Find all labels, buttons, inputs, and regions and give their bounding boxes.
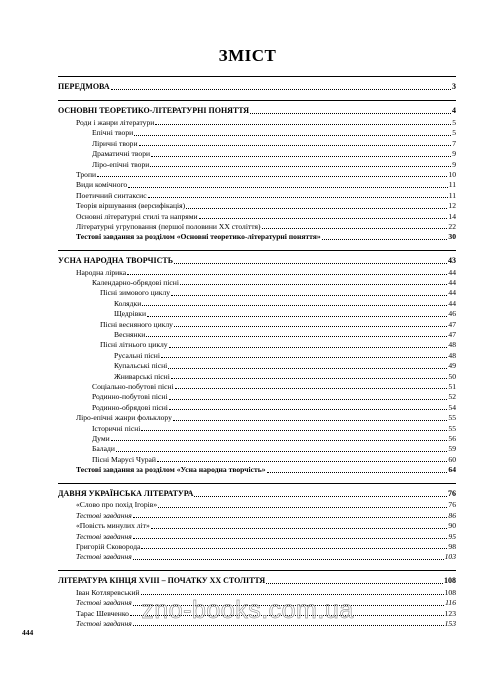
toc-entry-title: Русальні пісні [114,350,160,360]
toc-page-number: 7 [452,138,456,148]
toc-entry [58,351,456,361]
toc-entry [58,201,456,211]
toc-page-number: 44 [448,288,456,298]
toc-section-heading [58,255,456,267]
toc-entry [58,128,456,138]
toc-page-number: 46 [448,309,456,319]
toc-entry [58,413,456,423]
toc-entry [58,444,456,454]
toc-page-number: 76 [448,500,456,510]
toc-entry [58,361,456,371]
toc-entry [58,149,456,159]
toc-page-number: 123 [444,608,456,618]
toc-page-number: 3 [452,82,456,91]
dot-leader [180,284,447,285]
toc-entry [58,212,456,222]
dot-leader [267,472,448,473]
dot-leader [127,274,447,275]
dot-leader [134,135,451,136]
dot-leader [168,368,447,369]
dot-leader [155,124,451,125]
toc-entry [58,139,456,149]
toc-page-number: 108 [444,587,456,597]
toc-page-number: 60 [448,454,456,464]
toc-entry [58,191,456,201]
toc-page-number: 49 [448,361,456,371]
toc-entry-title: Тестові завдання [76,619,132,628]
toc-entry-title: Роди і жанри літератури [76,117,155,127]
dot-leader [169,399,448,400]
toc-page-number: 76 [448,488,456,498]
toc-section-heading [58,81,456,93]
dot-leader [250,113,451,114]
toc-entry-title: Пісні весняного циклу [100,319,173,329]
toc-page-number: 103 [444,552,456,562]
toc-page-number: 54 [448,402,456,412]
toc-entry-title: Види комічного [76,180,128,190]
toc-entry [58,521,456,531]
toc-entry-title: Народна лірика [76,267,127,277]
toc-page-number: 44 [448,278,456,288]
dot-leader [151,156,451,157]
toc-entry [58,299,456,309]
toc-section [58,483,456,563]
toc-page-number: 90 [448,521,456,531]
toc-entry [58,532,456,542]
toc-page-number: 43 [448,255,456,265]
toc-page-number: 11 [448,190,456,200]
toc-entry [58,392,456,402]
dot-leader [133,538,448,539]
toc-page-number: 11 [448,180,456,190]
table-of-contents [58,76,456,636]
toc-entry-title: Пісні Марусі Чурай [92,454,156,464]
toc-entry-title: Тарас Шевченко [76,608,129,618]
toc-page-number: 50 [448,371,456,381]
dot-leader [128,187,447,188]
toc-page-number: 9 [452,159,456,169]
toc-page-number: 59 [448,444,456,454]
toc-page-number: 47 [448,319,456,329]
dot-leader [111,89,451,90]
toc-entry-title: Епічні твори [92,128,134,138]
toc-entry-title: Соціально-побутові пісні [92,381,174,391]
toc-entry-title: Поетичний синтаксис [76,190,147,200]
dot-leader [174,326,447,327]
dot-leader [142,305,447,306]
toc-page-number: 12 [448,201,456,211]
toc-page-number: 48 [448,340,456,350]
toc-section [58,250,456,476]
toc-entry-title: Літературні угруповання (першої половини XX століття) [76,221,261,231]
toc-page-number: 52 [448,392,456,402]
toc-entry-title: УСНА НАРОДНА ТВОРЧІСТЬ [58,255,173,265]
toc-entry-title: ЛІТЕРАТУРА КІНЦЯ XVIII – ПОЧАТКУ XX СТОЛІТТЯ [58,575,266,585]
dot-leader [173,420,448,421]
toc-entry [58,542,456,552]
toc-page-number: 116 [445,598,456,608]
toc-page-number: 108 [444,575,456,585]
toc-entry-title: Думи [92,433,110,443]
dot-leader [133,517,448,518]
toc-entry-title: Тестові завдання [76,598,132,608]
toc-entry-title: Пісні зимового циклу [100,288,171,298]
dot-leader [174,263,447,264]
dot-leader [141,430,447,431]
toc-entry-title: Календарно-обрядові пісні [92,278,179,288]
toc-section-heading [58,488,456,500]
dot-leader [322,239,448,240]
dot-leader [146,336,447,337]
toc-entry-title: Пісні літнього циклу [100,340,168,350]
toc-entry-title: Жниварські пісні [114,371,170,381]
toc-page-number: 153 [444,619,456,628]
page-number: 444 [22,628,34,637]
dot-leader [150,166,451,167]
toc-page-number: 44 [448,298,456,308]
toc-entry-title: Тестові завдання за розділом «Усна народна творчість» [76,465,266,475]
toc-page-number: 47 [448,330,456,340]
dot-leader [169,409,447,410]
toc-entry [58,465,456,475]
toc-entry [58,309,456,319]
toc-page-number: 4 [452,106,456,115]
toc-entry-title: «Слово про похід Ігорів» [76,500,158,510]
toc-section-heading [58,105,456,117]
toc-entry [58,501,456,511]
page-title: ЗМІСТ [218,46,277,65]
toc-entry-title: Драматичні твори [92,149,151,159]
toc-entry [58,268,456,278]
toc-entry [58,455,456,465]
toc-entry-title: Іван Котляревський [76,587,140,597]
toc-entry [58,222,456,232]
toc-entry [58,552,456,562]
toc-page-number: 86 [448,510,456,520]
dot-leader [133,625,444,626]
dot-leader [151,528,448,529]
toc-page-number: 14 [448,211,456,221]
toc-page-number: 44 [448,267,456,277]
toc-section [58,100,456,243]
toc-page-number: 55 [448,423,456,433]
toc-entry [58,330,456,340]
toc-entry [58,320,456,330]
toc-entry [58,118,456,128]
toc-entry-title: Ліричні твори [92,138,138,148]
toc-entry [58,278,456,288]
dot-leader [262,228,448,229]
toc-entry-title: Основні літературні стилі та напрями [76,211,198,221]
toc-entry [58,232,456,242]
toc-entry [58,403,456,413]
toc-entry-title: ОСНОВНІ ТЕОРЕТИКО-ЛІТЕРАТУРНІ ПОНЯТТЯ [58,106,250,115]
toc-page-number: 55 [448,413,456,423]
toc-entry [58,382,456,392]
toc-entry-title: Теорія віршування (версифікація) [76,201,186,211]
dot-leader [175,388,448,389]
dot-leader [158,507,447,508]
toc-entry [58,340,456,350]
toc-entry [58,288,456,298]
dot-leader [147,316,447,317]
dot-leader [171,295,447,296]
toc-entry-title: Тестові завдання [76,510,132,520]
toc-section-heading [58,575,456,587]
toc-entry-title: Щедрівки [114,309,147,319]
toc-page-number: 95 [448,531,456,541]
toc-entry-title: Колядки [114,298,142,308]
dot-leader [97,176,447,177]
toc-entry [58,424,456,434]
toc-entry [58,160,456,170]
dot-leader [169,347,448,348]
dot-leader [139,145,452,146]
toc-page-number: 51 [448,381,456,391]
toc-entry [58,372,456,382]
dot-leader [116,451,448,452]
dot-leader [133,559,444,560]
toc-entry-title: Ліро-епічні жанри фольклору [76,413,172,423]
toc-entry-title: Тестові завдання за розділом «Основні теоретико-літературні поняття» [76,232,321,242]
toc-entry [58,434,456,444]
dot-leader [186,208,447,209]
toc-entry-title: Григорій Сковорода [76,542,141,552]
toc-entry-title: ДАВНЯ УКРАЇНСЬКА ЛІТЕРАТУРА [58,488,194,498]
toc-page-number: 5 [452,128,456,138]
dot-leader [171,378,448,379]
watermark: zno-books.com.ua [141,596,354,624]
dot-leader [111,440,448,441]
toc-entry-title: «Повість минулих літ» [76,521,150,531]
toc-entry [58,170,456,180]
dot-leader [148,197,448,198]
toc-page-number: 9 [452,149,456,159]
toc-entry-title: Історичні пісні [92,423,141,433]
toc-page-number: 98 [448,542,456,552]
toc-page-number: 48 [448,350,456,360]
dot-leader [141,548,447,549]
toc-entry-title: Балади [92,444,115,454]
toc-entry [58,180,456,190]
dot-leader [157,461,447,462]
toc-entry-title: Родинно-обрядові пісні [92,402,168,412]
dot-leader [266,583,443,584]
toc-entry-title: Ліро-епічні твори [92,159,150,169]
toc-entry-title: Веснянки [114,330,146,340]
toc-entry-title: Тестові завдання [76,552,132,562]
toc-entry-title: ПЕРЕДМОВА [58,82,110,91]
toc-page-number: 5 [452,117,456,127]
dot-leader [199,218,448,219]
toc-section [58,76,456,93]
toc-entry-title: Тестові завдання [76,531,132,541]
toc-entry-title: Купальські пісні [114,361,168,371]
toc-page-number: 56 [448,433,456,443]
toc-entry-title: Родинно-побутові пісні [92,392,168,402]
toc-page-number: 22 [448,221,456,231]
toc-page-number: 10 [448,169,456,179]
toc-page-number: 30 [448,232,456,242]
toc-entry-title: Тропи [76,169,97,179]
toc-page-number: 64 [448,465,456,475]
toc-entry [58,511,456,521]
dot-leader [161,357,447,358]
dot-leader [194,496,447,497]
